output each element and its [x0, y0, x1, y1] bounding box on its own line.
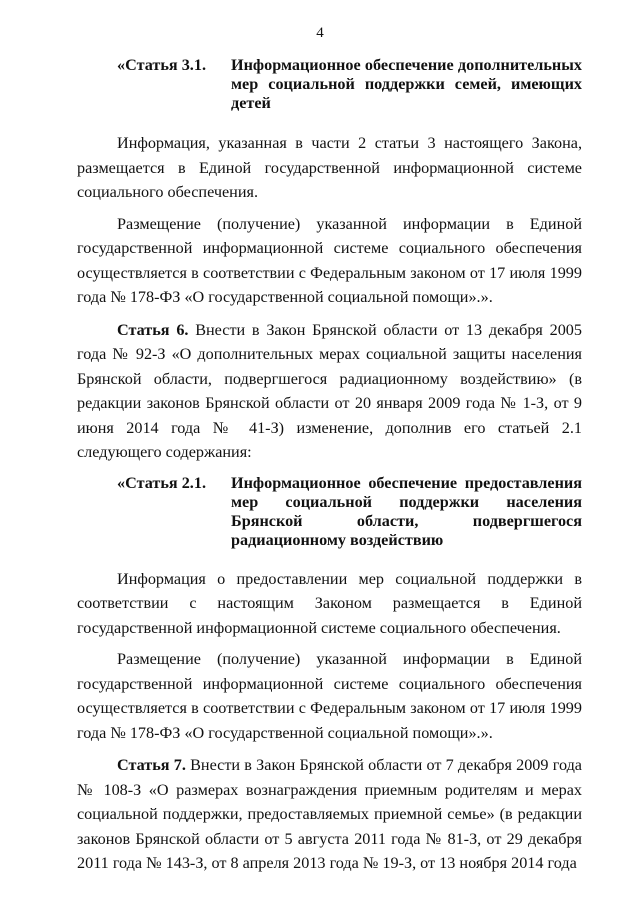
article-label: Статья 7.	[117, 756, 186, 774]
article-2-1-heading	[77, 474, 582, 550]
article-number: «Статья 3.1.	[117, 56, 206, 74]
article-3-1-heading	[77, 56, 582, 113]
paragraph: Размещение (получение) указанной информации в Единой государственной информационной системе социального обеспечения осуществляется в соответствии с Федеральным законом от 17 июля 1999 года № 178-ФЗ «О государственной социальной помощи».».	[77, 214, 582, 306]
article-title: Информационное обеспечение дополнительных мер социальной поддержки семей, имеющих детей	[231, 56, 582, 112]
article-title: Информационное обеспечение предоставления мер социальной поддержки населения Брянской области, подвергшегося радиационному воздействию	[231, 473, 582, 549]
page-number: 4	[316, 25, 324, 41]
article-text: Внести в Закон Брянской области от 7 декабря 2009 года № 108-З «О размерах вознаграждения приемным родителям и мерах социальной поддержки, предоставляемых приемной семье» (в редакции законов Брянской области от 5 августа 2011 года № 81-З, от 29 декабря 2011 года № 143-З, от 8 апреля 2013 года № 19-З, от 13 ноября 2014 года	[77, 756, 582, 872]
article-label: Статья 6.	[117, 320, 189, 339]
paragraph: Размещение (получение) указанной информации в Единой государственной информационной системе социального обеспечения осуществляется в соответствии с Федеральным законом от 17 июля 1999 года № 178-ФЗ «О государственной социальной помощи».».	[77, 650, 582, 742]
paragraph: Информация о предоставлении мер социальной поддержки в соответствии с настоящим Законом размещается в Единой государственной информационной системе социального обеспечения.	[77, 569, 582, 637]
article-7-paragraph	[77, 753, 582, 876]
article-number: «Статья 2.1.	[117, 473, 206, 492]
article-text: Внести в Закон Брянской области от 13 декабря 2005 года № 92-З «О дополнительных мерах социальной защиты населения Брянской области, подвергшегося радиационному воздействию» (в редакции законов Брянской области от 20 января 2009 года № 1-З, от 9 июня 2014 года № 41-З) изменение, дополнив его статьей 2.1 следующего содержания:	[77, 320, 582, 461]
article-6-paragraph	[77, 318, 582, 465]
document-body	[77, 56, 582, 883]
paragraph: Информация, указанная в части 2 статьи 3 настоящего Закона, размещается в Единой государственной информационной системе социального обеспечения.	[77, 134, 582, 201]
